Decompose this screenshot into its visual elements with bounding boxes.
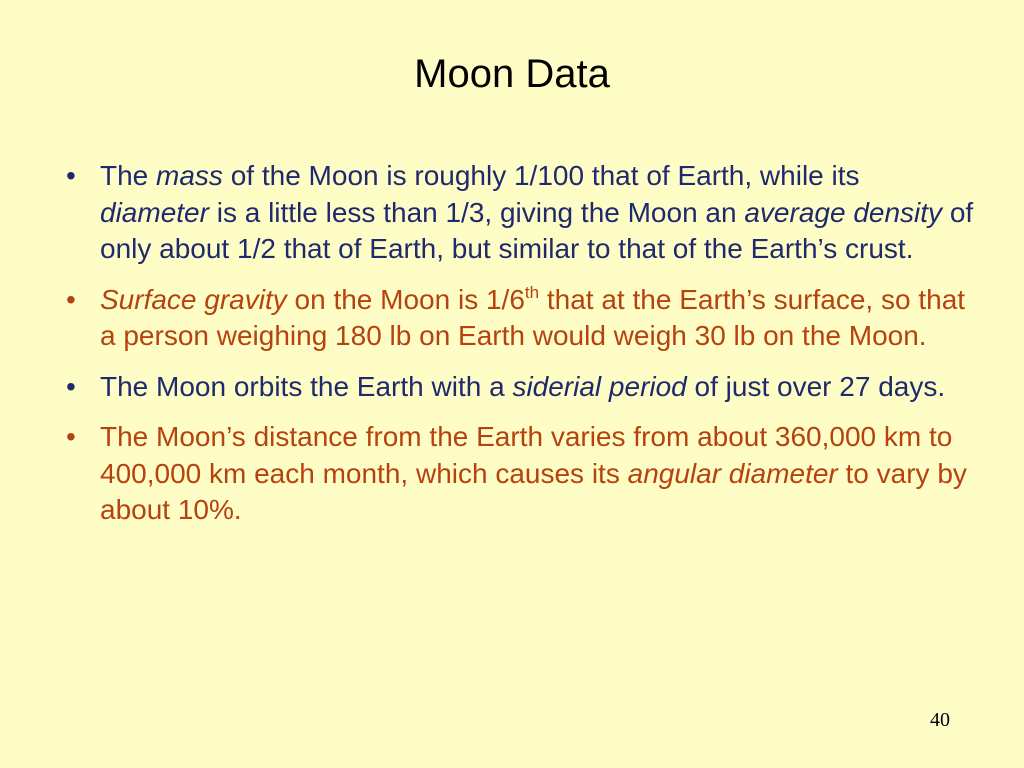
bullet-text-segment: on the Moon is 1/6 <box>286 283 525 315</box>
bullet-item-siderial-period <box>66 369 976 406</box>
bullet-text-emphasis: diameter <box>100 196 209 228</box>
bullet-text-segment: of just over 27 days. <box>686 370 946 402</box>
bullet-item-mass <box>66 158 976 268</box>
bullet-text-segment: The Moon orbits the Earth with a <box>100 370 513 402</box>
bullet-text-segment: The Moon’s distance from the Earth varies from about 360,000 km to 400,000 km each month, which causes its <box>100 421 953 489</box>
bullet-text-emphasis: siderial period <box>512 370 687 402</box>
bullet-list <box>66 158 976 543</box>
bullet-item-distance <box>66 419 976 529</box>
bullet-text-emphasis: average density <box>744 196 943 228</box>
bullet-text-segment: to vary by about 10%. <box>100 457 967 525</box>
slide-title: Moon Data <box>414 52 610 96</box>
bullet-item-surface-gravity <box>66 282 976 355</box>
page-number: 40 <box>930 709 950 731</box>
bullet-text-segment: of the Moon is roughly 1/100 that of Earth, while its <box>222 160 860 191</box>
bullet-text-emphasis: angular diameter <box>627 457 838 489</box>
bullet-text-superscript: th <box>524 282 540 302</box>
bullet-glyph: • <box>66 283 76 315</box>
bullet-text-emphasis: Surface gravity <box>100 283 287 315</box>
bullet-text-segment: is a little less than 1/3, giving the Moon an <box>208 196 745 228</box>
bullet-text-segment: The <box>100 160 157 191</box>
bullet-glyph: • <box>66 421 76 452</box>
bullet-text-segment: that at the Earth’s surface, so that a person weighing 180 lb on Earth would weigh 30 lb on the Moon. <box>100 283 966 351</box>
bullet-text-segment: of only about 1/2 that of Earth, but similar to that of the Earth’s crust. <box>100 196 974 264</box>
bullet-text-emphasis: mass <box>156 160 223 191</box>
bullet-glyph: • <box>66 160 76 191</box>
bullet-glyph: • <box>66 370 76 402</box>
